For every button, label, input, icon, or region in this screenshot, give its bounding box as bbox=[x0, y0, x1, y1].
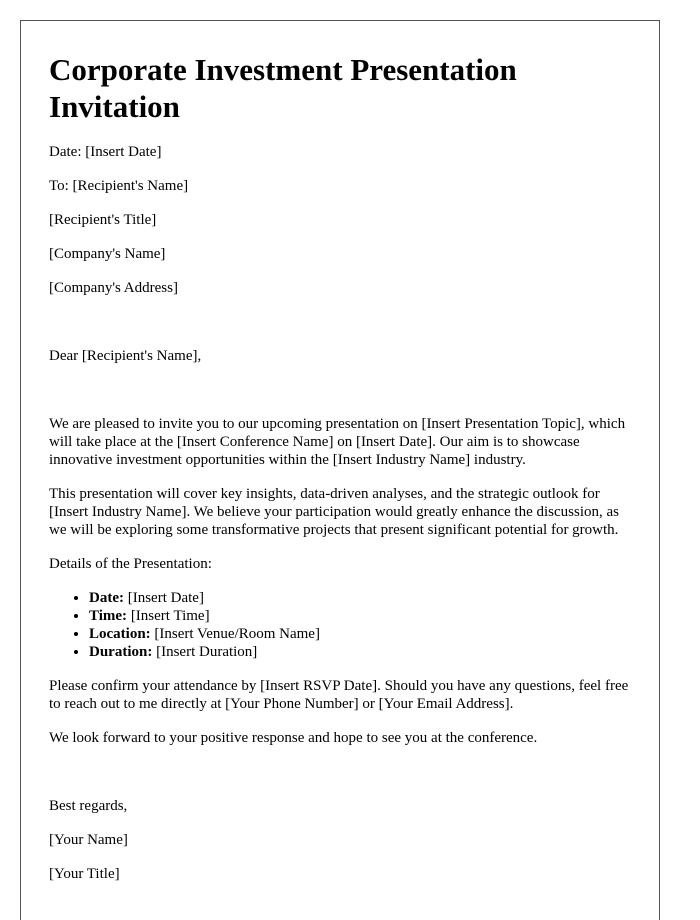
recipient-name-line: To: [Recipient's Name] bbox=[49, 178, 189, 194]
details-item-date bbox=[89, 589, 631, 607]
details-value: [Insert Time] bbox=[127, 608, 210, 624]
date-line: Date: [Insert Date] bbox=[49, 144, 162, 160]
company-name-line: [Company's Name] bbox=[49, 246, 166, 262]
details-label: Time: bbox=[89, 608, 128, 624]
details-list bbox=[49, 589, 631, 661]
details-label: Location: bbox=[89, 626, 151, 642]
signature-title: [Your Title] bbox=[49, 866, 120, 882]
recipient-title-line: [Recipient's Title] bbox=[49, 212, 157, 228]
details-value: [Insert Venue/Room Name] bbox=[150, 626, 320, 642]
details-label: Date: bbox=[89, 590, 124, 606]
letter-page bbox=[20, 20, 660, 920]
salutation: Dear [Recipient's Name], bbox=[49, 348, 202, 364]
spacer bbox=[49, 381, 631, 415]
body-paragraph-coverage: This presentation will cover key insights, data-driven analyses, and the strategic outlook for [Insert Industry Name]. We believe your participation would greatly enhance the discussion, as we will be exploring some transformative projects that present significant potential for growth. bbox=[49, 486, 620, 538]
details-heading: Details of the Presentation: bbox=[49, 556, 212, 572]
spacer bbox=[49, 313, 631, 347]
spacer bbox=[49, 763, 631, 797]
signature-name: [Your Name] bbox=[49, 832, 128, 848]
details-item-time bbox=[89, 607, 631, 625]
letter-title: Corporate Investment Presentation Invitation bbox=[49, 52, 517, 124]
details-value: [Insert Duration] bbox=[152, 644, 258, 660]
signoff: Best regards, bbox=[49, 798, 128, 814]
details-value: [Insert Date] bbox=[123, 590, 204, 606]
details-item-location bbox=[89, 625, 631, 643]
details-item-duration bbox=[89, 643, 631, 661]
body-paragraph-closing: We look forward to your positive response and hope to see you at the conference. bbox=[49, 730, 538, 746]
company-address-line: [Company's Address] bbox=[49, 280, 178, 296]
details-label: Duration: bbox=[89, 644, 153, 660]
body-paragraph-rsvp: Please confirm your attendance by [Insert RSVP Date]. Should you have any questions, feel free to reach out to me directly at [Your Phone Number] or [Your Email Address]. bbox=[49, 678, 629, 712]
body-paragraph-invitation: We are pleased to invite you to our upcoming presentation on [Insert Presentation Topic], which will take place at the [Insert Conference Name] on [Insert Date]. Our aim is to showcase innovative investment opportunities within the [Insert Industry Name] industry. bbox=[49, 416, 626, 468]
